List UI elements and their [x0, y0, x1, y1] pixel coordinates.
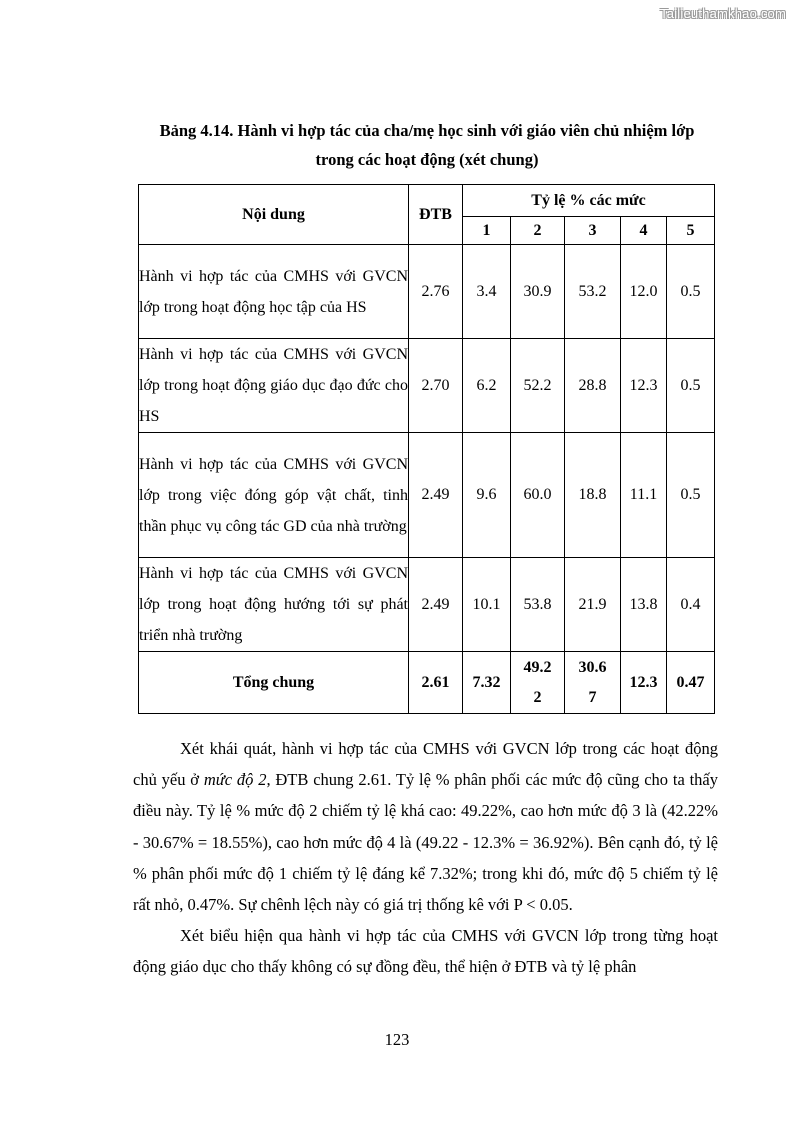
table-row	[139, 339, 715, 433]
total-level-2-line-1: 49.2	[523, 658, 552, 676]
header-level: 3	[565, 217, 621, 245]
table-row	[139, 558, 715, 652]
row-level-4: 12.0	[621, 245, 667, 339]
page-number: 123	[384, 1030, 410, 1049]
row-level-1: 3.4	[463, 245, 511, 339]
row-level-2: 30.9	[511, 245, 565, 339]
paragraph-1	[133, 733, 718, 920]
total-label: Tổng chung	[139, 652, 409, 714]
table-row	[139, 433, 715, 558]
total-level-4: 12.3	[621, 652, 667, 714]
row-level-5: 0.5	[667, 245, 715, 339]
total-level-3-line-2: 7	[588, 688, 597, 706]
header-row-1	[139, 185, 715, 217]
row-content: Hành vi hợp tác của CMHS với GVCN lớp trong hoạt động giáo dục đạo đức cho HS	[139, 339, 409, 433]
total-level-3-line-1: 30.6	[578, 658, 607, 676]
header-dtb: ĐTB	[409, 185, 463, 245]
caption-line-1: Bảng 4.14. Hành vi hợp tác của cha/mẹ học sinh với giáo viên chủ nhiệm lớp	[159, 121, 695, 140]
row-dtb: 2.49	[409, 558, 463, 652]
row-dtb: 2.70	[409, 339, 463, 433]
row-content: Hành vi hợp tác của CMHS với GVCN lớp trong việc đóng góp vật chất, tinh thần phục vụ công tác GD của nhà trường	[139, 433, 409, 558]
total-level-5: 0.47	[667, 652, 715, 714]
header-content: Nội dung	[139, 185, 409, 245]
header-level: 5	[667, 217, 715, 245]
row-level-3: 18.8	[565, 433, 621, 558]
row-dtb: 2.76	[409, 245, 463, 339]
header-level: 2	[511, 217, 565, 245]
row-level-3: 21.9	[565, 558, 621, 652]
header-level-group: Tỷ lệ % các mức	[463, 185, 715, 217]
row-level-1: 10.1	[463, 558, 511, 652]
caption-line-2: trong các hoạt động (xét chung)	[315, 150, 539, 169]
row-level-1: 6.2	[463, 339, 511, 433]
table-caption	[120, 116, 734, 174]
header-level: 4	[621, 217, 667, 245]
row-level-3: 28.8	[565, 339, 621, 433]
body-text	[133, 733, 718, 983]
row-level-2: 53.8	[511, 558, 565, 652]
header-level: 1	[463, 217, 511, 245]
row-level-2: 52.2	[511, 339, 565, 433]
row-content: Hành vi hợp tác của CMHS với GVCN lớp trong hoạt động hướng tới sự phát triển nhà trường	[139, 558, 409, 652]
paragraph-1-part-a: Xét khái quát, hành vi hợp tác của CMHS với GVCN lớp trong các hoạt động chủ yếu ở	[133, 739, 718, 790]
row-level-5: 0.4	[667, 558, 715, 652]
table-row	[139, 245, 715, 339]
data-table	[138, 184, 715, 714]
paragraph-1-part-b: , ĐTB chung 2.61. Tỷ lệ % phân phối các mức độ cũng cho ta thấy điều này. Tỷ lệ % mức độ 2 chiếm tỷ lệ khá cao: 49.22%, cao hơn mức độ 3 là (42.22% - 30.67% = 18.55%), cao hơn mức độ 4 là (49.22 - 12.3% = 36.92%). Bên cạnh đó, tỷ lệ % phân phối mức độ 1 chiếm tỷ lệ đáng kể 7.32%; trong khi đó, mức độ 5 chiếm tỷ lệ rất nhỏ, 0.47%. Sự chênh lệch này có giá trị thống kê với P < 0.05.	[133, 770, 718, 915]
row-content: Hành vi hợp tác của CMHS với GVCN lớp trong hoạt động học tập của HS	[139, 245, 409, 339]
row-level-4: 11.1	[621, 433, 667, 558]
row-level-1: 9.6	[463, 433, 511, 558]
total-level-2-line-2: 2	[533, 688, 542, 706]
paragraph-2: Xét biểu hiện qua hành vi hợp tác của CMHS với GVCN lớp trong từng hoạt động giáo dục cho thấy không có sự đồng đều, thể hiện ở ĐTB và tỷ lệ phân	[133, 926, 718, 977]
paragraph-1-emphasis: mức độ 2	[203, 770, 267, 790]
row-level-5: 0.5	[667, 433, 715, 558]
total-dtb: 2.61	[409, 652, 463, 714]
total-level-1: 7.32	[463, 652, 511, 714]
row-level-4: 12.3	[621, 339, 667, 433]
watermark: Tailieuthamkhao.com	[660, 6, 786, 21]
total-level-3	[565, 652, 621, 714]
row-level-2: 60.0	[511, 433, 565, 558]
row-level-5: 0.5	[667, 339, 715, 433]
row-level-3: 53.2	[565, 245, 621, 339]
total-row	[139, 652, 715, 714]
row-level-4: 13.8	[621, 558, 667, 652]
row-dtb: 2.49	[409, 433, 463, 558]
total-level-2	[511, 652, 565, 714]
